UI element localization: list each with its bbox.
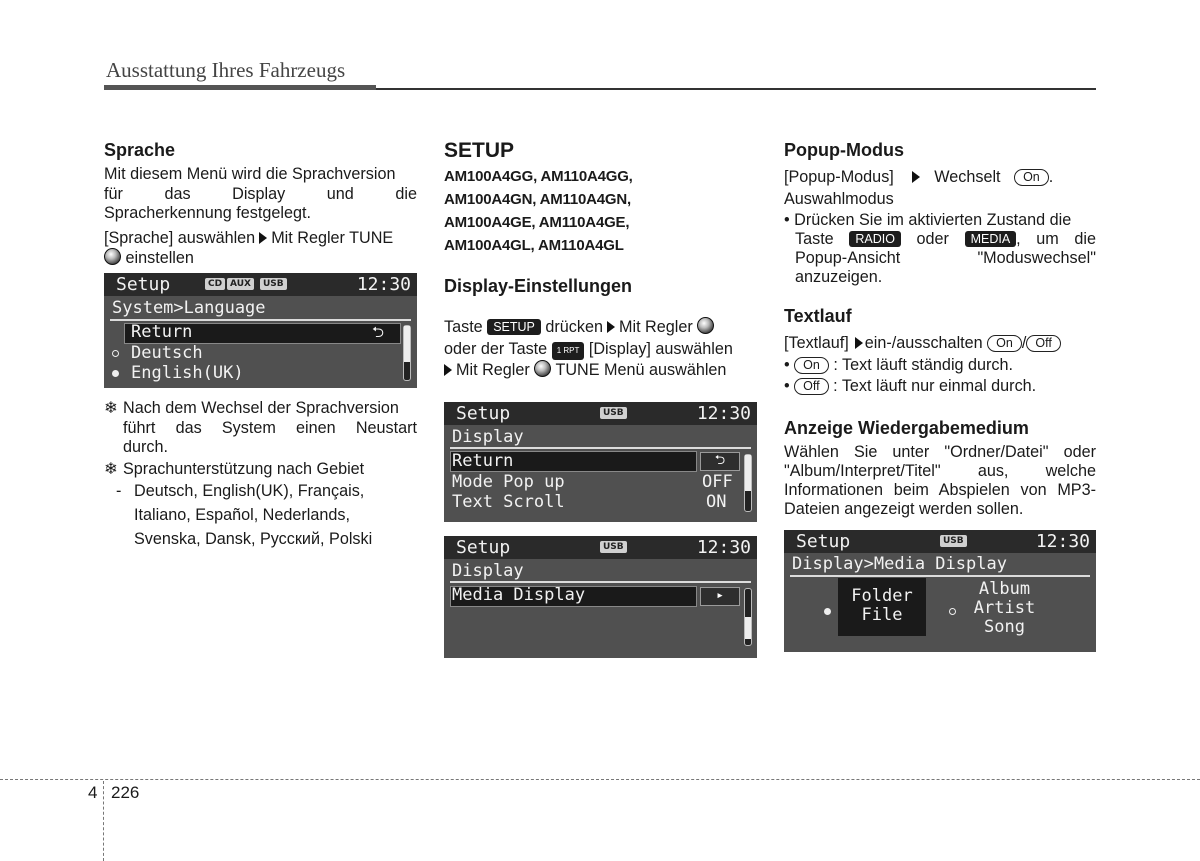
instr-text: [Display] auswählen — [588, 339, 733, 358]
step-text-2: Mit Regler TUNE — [271, 228, 394, 247]
language-list — [104, 479, 417, 551]
radio-key-icon: RADIO — [849, 231, 901, 247]
step-text-3: einstellen — [125, 249, 194, 267]
tune-knob-icon — [104, 248, 121, 265]
note-restart-line-3: durch. — [123, 438, 168, 456]
screen-clock: 12:30 — [696, 403, 751, 424]
textlauf-off-line — [784, 376, 1096, 398]
page-header-title: Ausstattung Ihres Fahrzeugs — [106, 58, 346, 82]
option-artist-label: Artist — [973, 598, 1036, 618]
option-folder-file — [838, 578, 926, 636]
footer-rule — [0, 779, 1200, 780]
screen-title: Setup — [456, 537, 511, 558]
mode-popup-value: OFF — [702, 472, 733, 492]
footer-vertical-rule — [103, 781, 104, 861]
text-scroll-value: ON — [706, 492, 727, 512]
anzeige-line-4: Dateien angezeigt werden sollen. — [784, 499, 1024, 518]
aux-icon: AUX — [227, 278, 254, 290]
arrow-right-icon — [607, 321, 615, 333]
note-region-text: Sprachunterstützung nach Gebiet — [123, 459, 365, 478]
instr-text: Mit Regler — [456, 361, 530, 379]
usb-icon: USB — [940, 535, 967, 547]
tune-knob-icon — [534, 360, 551, 377]
page-number: 226 — [111, 783, 140, 802]
chapter-number: 4 — [88, 783, 98, 802]
model-line-4: AM100A4GL, AM110A4GL — [444, 237, 624, 254]
screen-path: System>Language — [112, 298, 266, 318]
usb-icon: USB — [600, 541, 627, 553]
anzeige-line-3: Informationen beim Abspielen von MP3- — [784, 480, 1096, 499]
return-icon: ⮌ — [372, 323, 385, 341]
radio-english-selected — [112, 370, 119, 377]
textlauf-text: [Textlauf] — [784, 334, 849, 352]
on-key-icon: On — [987, 335, 1022, 352]
instr-text: oder der Taste — [444, 339, 548, 358]
setup-key-icon: SETUP — [487, 319, 541, 335]
arrow-right-icon — [444, 364, 452, 376]
bullet-line-3 — [784, 249, 1096, 268]
usb-icon: USB — [260, 278, 287, 290]
header-rule-thin — [376, 88, 1096, 90]
screen-title: Setup — [796, 531, 851, 552]
on-key-icon: On — [1014, 169, 1049, 186]
column-popup — [784, 139, 1096, 519]
menu-item-return: Return — [452, 451, 514, 471]
bullet-dot: • — [784, 355, 790, 374]
bullet-text: oder — [916, 230, 949, 248]
screen-rule — [790, 575, 1090, 577]
textlauf-description — [784, 333, 1096, 355]
bullet-dot: • — [784, 377, 790, 395]
model-codes — [444, 165, 757, 257]
note-region — [104, 460, 417, 480]
menu-item-return: Return — [131, 322, 193, 342]
instr-text: drücken — [545, 318, 603, 336]
anzeige-line-2: "Album/Interpret/Titel" aus, welche — [784, 461, 1096, 480]
column-sprache — [104, 139, 417, 269]
option-file-label: File — [861, 605, 903, 625]
menu-item-english: English(UK) — [131, 363, 244, 383]
radio-deutsch — [112, 350, 119, 357]
radio-folder-file-selected — [824, 608, 831, 615]
header-rule-thick — [104, 85, 376, 90]
note-symbol-icon: ❄ — [104, 459, 118, 478]
option-album-label: Album — [978, 579, 1031, 599]
instr-text: Mit Regler — [618, 318, 693, 336]
menu-item-media-display: Media Display — [452, 585, 586, 605]
textlauf-on-line — [784, 355, 1096, 377]
media-display-screen — [784, 530, 1096, 652]
screen-rule — [450, 447, 751, 449]
screen-scrollbar — [403, 325, 411, 381]
popup-text: [Popup-Modus] — [784, 168, 894, 186]
screen-title: Setup — [456, 403, 511, 424]
arrow-right-icon — [855, 337, 863, 349]
usb-icon: USB — [600, 407, 627, 419]
textlauf-text: ein-/ausschalten — [864, 334, 983, 352]
textlauf-off-text: : Text läuft nur einmal durch. — [833, 377, 1037, 395]
option-song-label: Song — [984, 617, 1025, 637]
language-list-line-1: Deutsch, English(UK), Français, — [134, 482, 365, 500]
anzeige-description — [784, 443, 1096, 519]
arrow-right-icon — [912, 171, 920, 183]
cd-icon: CD — [205, 278, 225, 290]
option-folder-label: Folder — [851, 586, 913, 606]
heading-sprache: Sprache — [104, 140, 176, 160]
model-line-2: AM100A4GN, AM110A4GN, — [444, 191, 631, 208]
on-key-icon: On — [794, 357, 829, 374]
note-restart — [104, 399, 417, 458]
screen-path: Display>Media Display — [792, 554, 1007, 574]
screen-clock: 12:30 — [1035, 531, 1090, 552]
screen-title: Setup — [116, 274, 171, 295]
language-step — [104, 229, 417, 269]
media-key-icon: MEDIA — [965, 231, 1017, 247]
popup-text: Wechselt — [934, 168, 1001, 186]
textlauf-on-text: : Text läuft ständig durch. — [833, 355, 1014, 374]
screen-scrollbar — [744, 588, 752, 646]
radio-album-artist-song — [949, 608, 956, 615]
tune-knob-icon — [697, 317, 714, 334]
arrow-right-icon — [259, 232, 267, 244]
language-screen — [104, 273, 417, 388]
popup-text: . — [1048, 168, 1054, 186]
popup-description — [784, 167, 1096, 210]
heading-display-einstellungen: Display-Einstellungen — [444, 276, 633, 296]
screen-clock: 12:30 — [696, 537, 751, 558]
menu-item-text-scroll: Text Scroll — [452, 492, 565, 512]
sprache-notes — [104, 399, 417, 551]
note-restart-line-1: Nach dem Wechsel der Sprachversion — [123, 399, 399, 417]
bullet-line-4: anzuzeigen. — [795, 268, 883, 286]
screen-path: Display — [452, 427, 524, 447]
language-list-line-3: Svenska, Dansk, Русский, Polski — [134, 530, 373, 548]
rpt-key-icon: 1 RPT — [552, 342, 585, 360]
return-icon: ⮌ — [700, 452, 740, 471]
language-list-line-2: Italiano, Español, Nederlands, — [134, 506, 350, 524]
instr-text: TUNE Menü auswählen — [555, 361, 727, 379]
enter-arrow-icon: ▸ — [700, 587, 740, 606]
off-key-icon: Off — [794, 378, 828, 395]
column-setup — [444, 139, 757, 382]
heading-setup: SETUP — [444, 139, 515, 162]
screen-scrollbar — [744, 454, 752, 512]
display-screen-2 — [444, 536, 757, 658]
heading-anzeige-wiedergabemedium: Anzeige Wiedergabemedium — [784, 417, 1029, 438]
bullet-text: Popup-Ansicht — [795, 249, 901, 267]
bullet-text: Taste — [795, 230, 834, 248]
popup-bullet — [784, 211, 1096, 287]
screen-path: Display — [452, 561, 524, 581]
screen-rule — [110, 319, 411, 321]
list-dash: - — [116, 482, 122, 500]
textlauf-text: / — [1021, 334, 1027, 352]
intro-line-3: Spracherkennung festgelegt. — [104, 204, 311, 222]
anzeige-line-1: Wählen Sie unter "Ordner/Datei" oder — [784, 442, 1096, 461]
model-line-1: AM100A4GG, AM110A4GG, — [444, 168, 633, 185]
intro-line-2: für das Display und die — [104, 184, 417, 203]
bullet-text: , um die — [1016, 230, 1096, 248]
instr-text: Taste — [444, 318, 483, 336]
bullet-line-2 — [784, 230, 1096, 249]
model-line-3: AM100A4GE, AM110A4GE, — [444, 214, 630, 231]
intro-line-1: Mit diesem Menü wird die Sprachversion — [104, 165, 396, 183]
heading-textlauf: Textlauf — [784, 306, 852, 326]
menu-item-deutsch: Deutsch — [131, 343, 203, 363]
screen-clock: 12:30 — [356, 274, 411, 295]
menu-item-mode-popup: Mode Pop up — [452, 472, 565, 492]
off-key-icon: Off — [1026, 335, 1060, 352]
heading-popup-modus: Popup-Modus — [784, 140, 904, 160]
option-album-artist-song — [962, 580, 1047, 637]
display-instructions — [444, 317, 757, 382]
popup-text: Auswahlmodus — [784, 189, 894, 208]
note-symbol-icon: ❄ — [104, 399, 118, 417]
display-screen-1 — [444, 402, 757, 522]
bullet-text: "Moduswechsel" — [977, 249, 1096, 267]
bullet-line-1: • Drücken Sie im aktivierten Zustand die — [784, 211, 1072, 229]
note-restart-line-2: führt das System einen Neustart — [123, 418, 417, 437]
step-text-1: [Sprache] auswählen — [104, 228, 256, 247]
screen-rule — [450, 581, 751, 583]
